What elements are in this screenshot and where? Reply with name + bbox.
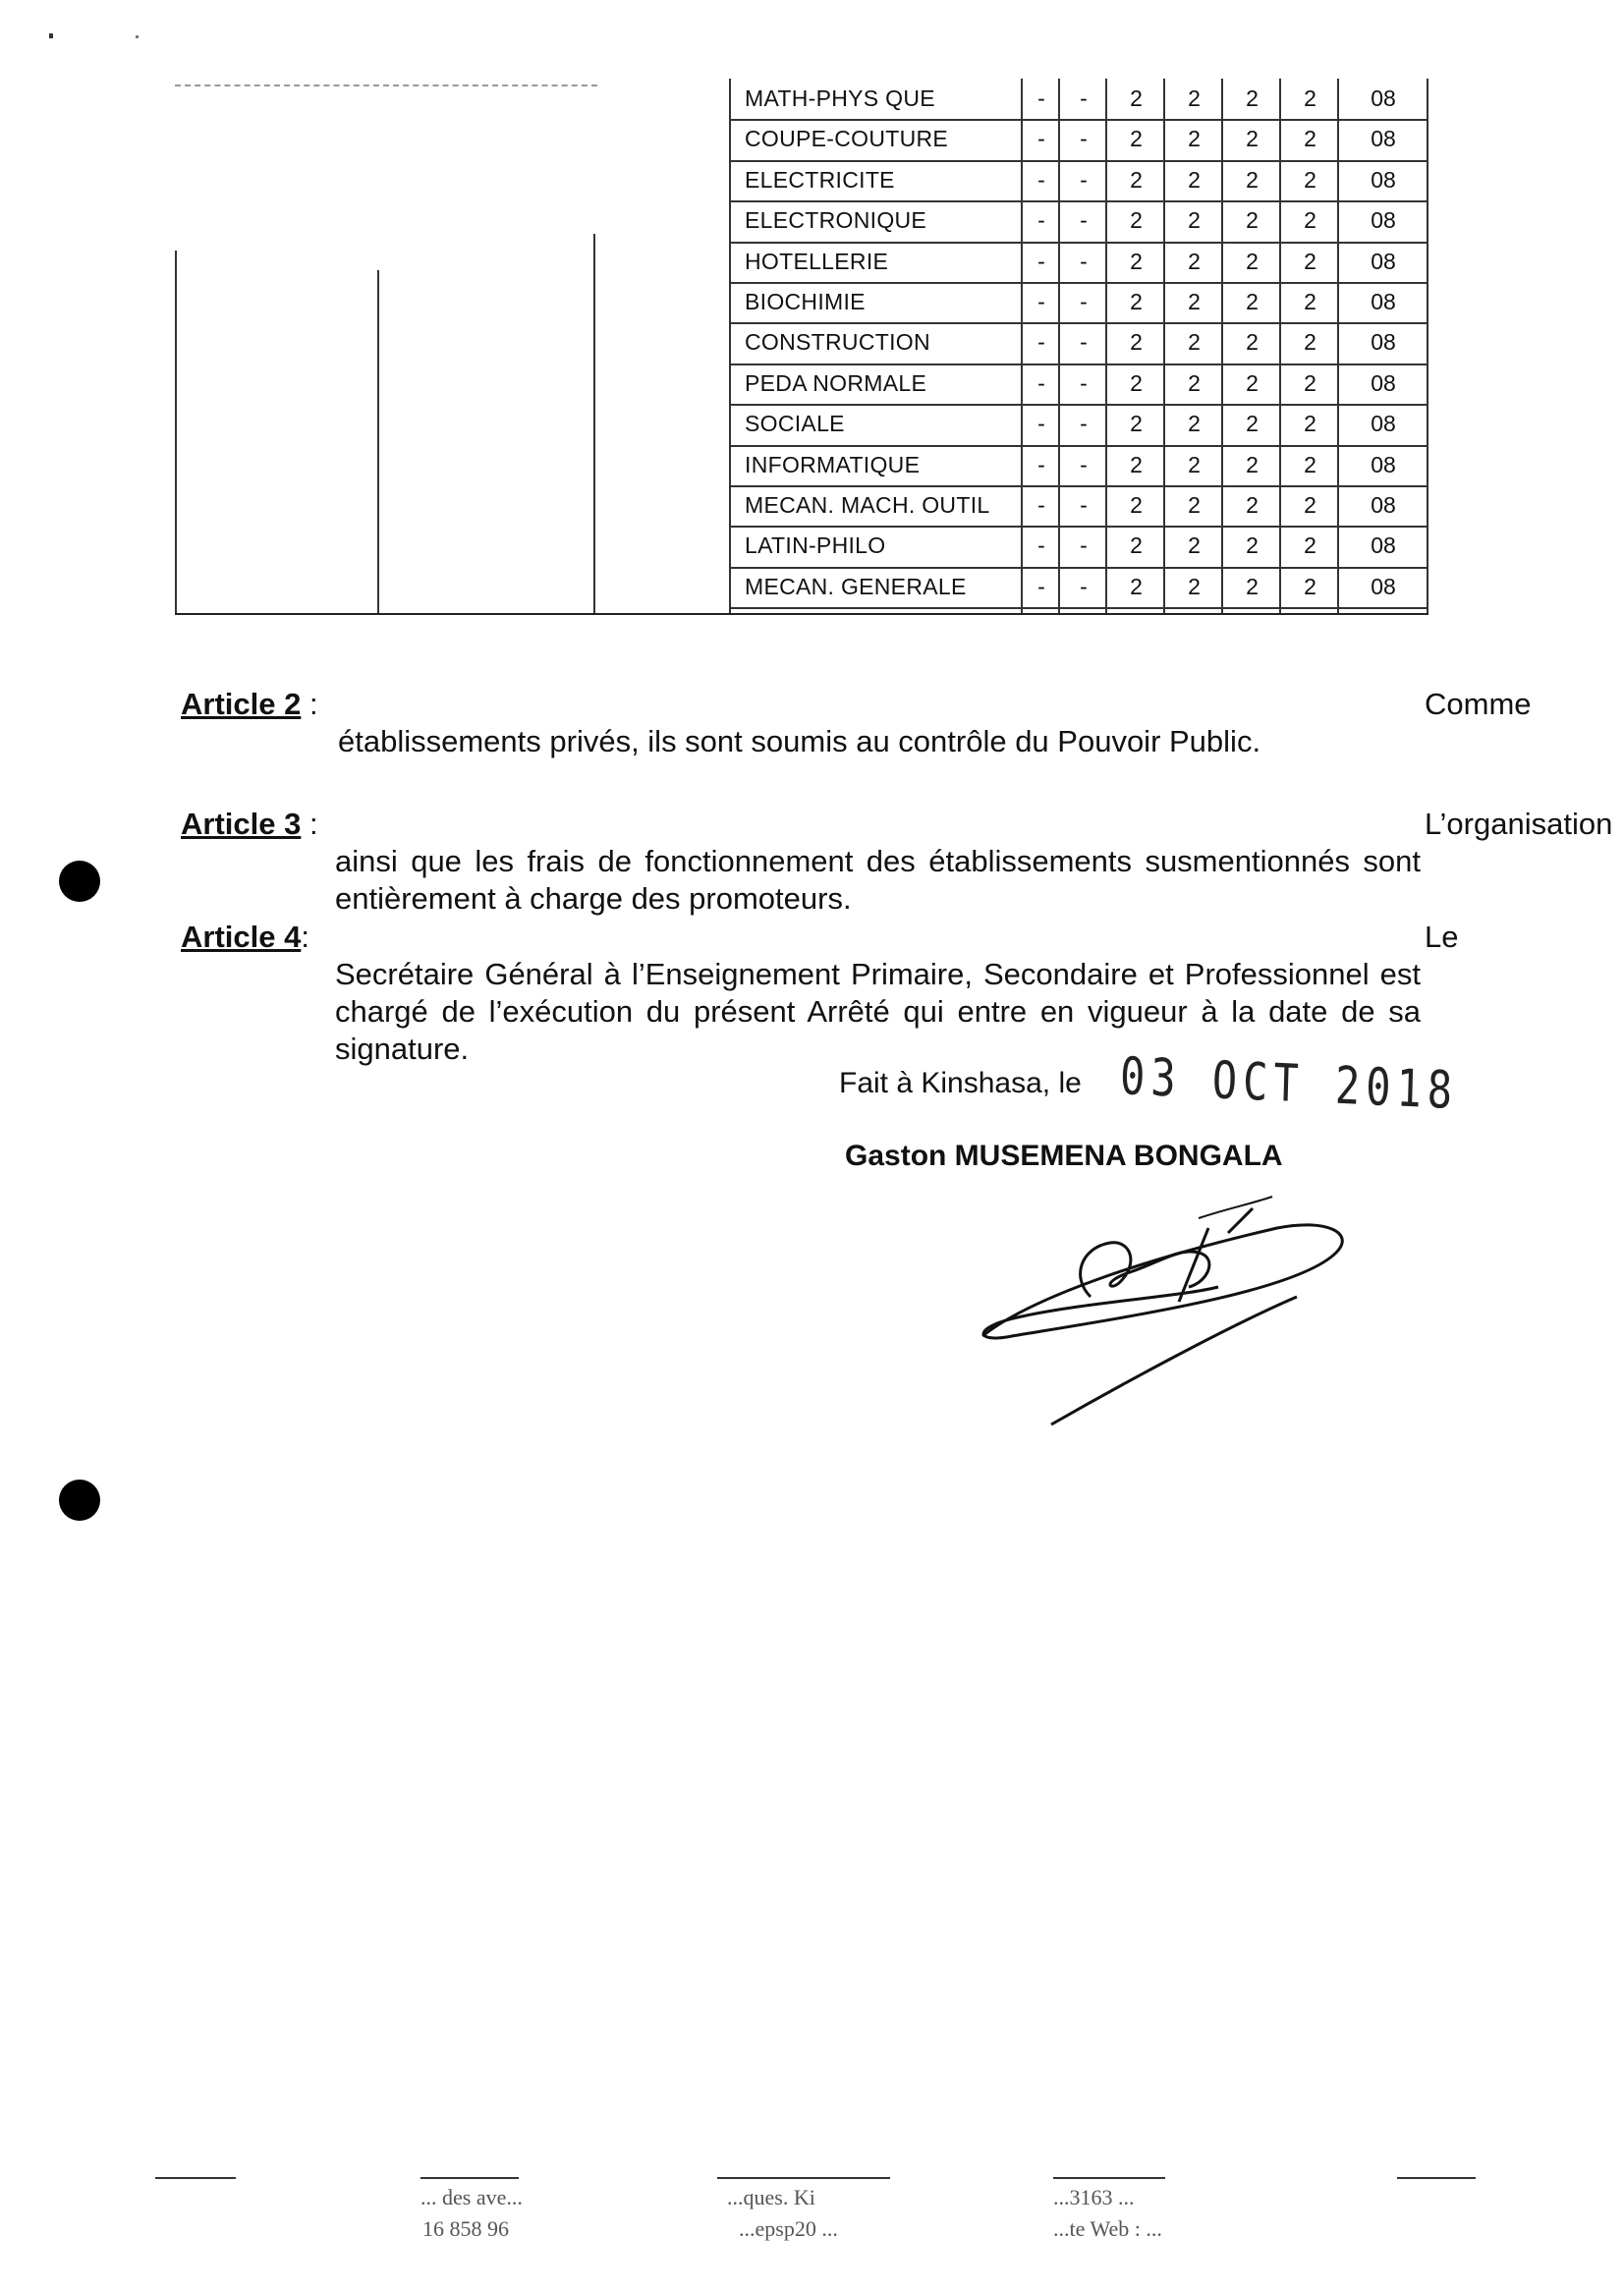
table-cell-c1: - (1037, 492, 1045, 518)
table-cell-c6: 2 (1304, 207, 1316, 234)
table-cell-c2: - (1080, 492, 1088, 518)
table-cell-c6: 2 (1304, 85, 1316, 111)
table-cell-c4: 2 (1188, 166, 1201, 193)
footer-rule (1053, 2177, 1165, 2179)
table-cell-c2: - (1080, 451, 1088, 477)
table-cell-total: 08 (1371, 248, 1396, 274)
table-cell-c3: 2 (1130, 289, 1143, 314)
table-cell-total: 08 (1371, 451, 1396, 477)
table-cell-c3: 2 (1130, 248, 1143, 274)
table-cell-c5: 2 (1246, 85, 1259, 111)
footer-phone-1: ...3163 ... (1053, 2185, 1135, 2209)
table-cell-c2: - (1080, 166, 1088, 193)
table-cell-c1: - (1037, 532, 1045, 559)
table-cell-c3: 2 (1130, 369, 1143, 396)
table-cell-c6: 2 (1304, 451, 1316, 477)
table-cell-c1: - (1037, 329, 1045, 356)
table-cell-total: 08 (1371, 573, 1396, 599)
table-cell-c4: 2 (1188, 248, 1201, 274)
table-cell-c4: 2 (1188, 411, 1201, 437)
table-cell-c2: - (1080, 207, 1088, 234)
table-cell-subject: ELECTRONIQUE (745, 207, 927, 234)
table-cell-total: 08 (1371, 492, 1396, 518)
table-cell-subject: INFORMATIQUE (745, 451, 921, 477)
table-cell-c4: 2 (1188, 532, 1201, 559)
article-separator: : (301, 687, 318, 721)
scan-mark (136, 35, 139, 38)
table-cell-subject: BIOCHIMIE (745, 289, 866, 314)
article-label: Article 3 (181, 807, 302, 841)
table-cell-c6: 2 (1304, 126, 1316, 152)
table-cell-c1: - (1037, 369, 1045, 396)
table-cell-c2: - (1080, 329, 1088, 356)
table-column-divider (593, 234, 595, 613)
table-cell-c3: 2 (1130, 85, 1143, 111)
table-cell-c4: 2 (1188, 126, 1201, 152)
table-cell-c3: 2 (1130, 329, 1143, 356)
table-border-left (175, 251, 177, 613)
table-cell-c1: - (1037, 451, 1045, 477)
table-cell-c1: - (1037, 166, 1045, 193)
table-cell-c2: - (1080, 573, 1088, 599)
table-cell-c5: 2 (1246, 248, 1259, 274)
article-label: Article 2 (181, 687, 302, 721)
table-cell-c4: 2 (1188, 573, 1201, 599)
article-separator: : (301, 920, 309, 954)
table-cell-total: 08 (1371, 207, 1396, 234)
table-cell-c2: - (1080, 289, 1088, 314)
footer-rule (155, 2177, 236, 2179)
footer-rule (717, 2177, 890, 2179)
footer-address-2: 16 858 96 (422, 2216, 509, 2241)
table-cell-c4: 2 (1188, 289, 1201, 314)
table-cell-subject: HOTELLERIE (745, 248, 889, 274)
table-cell-c1: - (1037, 207, 1045, 234)
punch-hole (59, 861, 100, 902)
table-cell-subject: SOCIALE (745, 411, 845, 437)
table-cell-total: 08 (1371, 369, 1396, 396)
table-cell-subject: MECAN. GENERALE (745, 573, 967, 599)
scan-mark (49, 33, 53, 38)
footer-rule (1397, 2177, 1476, 2179)
table-cell-c5: 2 (1246, 126, 1259, 152)
footer-address-1: ... des ave... (420, 2185, 523, 2209)
table-row-divider (729, 607, 1428, 609)
table-cell-subject: ELECTRICITE (745, 166, 895, 193)
article-separator: : (301, 807, 318, 841)
table-cell-total: 08 (1371, 329, 1396, 356)
table-cell-c4: 2 (1188, 369, 1201, 396)
table-cell-c1: - (1037, 573, 1045, 599)
table-cell-c3: 2 (1130, 573, 1143, 599)
article-2 (181, 686, 1532, 764)
table-cell-c1: - (1037, 126, 1045, 152)
article-text: Comme établissements privés, ils sont soumis au contrôle du Pouvoir Public. (338, 687, 1532, 758)
place-date-label: Fait à Kinshasa, le (839, 1067, 1082, 1099)
table-cell-c2: - (1080, 85, 1088, 111)
table-cell-c4: 2 (1188, 85, 1201, 111)
table-cell-c2: - (1080, 532, 1088, 559)
table-cell-c3: 2 (1130, 451, 1143, 477)
table-cell-c5: 2 (1246, 329, 1259, 356)
table-cell-c1: - (1037, 289, 1045, 314)
table-cell-subject: COUPE-COUTURE (745, 126, 949, 152)
table-cell-c1: - (1037, 248, 1045, 274)
table-cell-subject: PEDA NORMALE (745, 369, 927, 396)
table-cell-c3: 2 (1130, 166, 1143, 193)
table-cell-c4: 2 (1188, 492, 1201, 518)
table-cell-c6: 2 (1304, 329, 1316, 356)
article-text: L’organisation ainsi que les frais de fonctionnement des établissements susmentionnés sont entièrement à charge des promoteurs. (335, 807, 1613, 916)
table-cell-c5: 2 (1246, 411, 1259, 437)
footer-contact-1: ...ques. Ki (727, 2185, 815, 2209)
table-cell-c6: 2 (1304, 369, 1316, 396)
table-cell-total: 08 (1371, 166, 1396, 193)
table-cell-total: 08 (1371, 85, 1396, 111)
table-cell-c2: - (1080, 369, 1088, 396)
table-cell-c3: 2 (1130, 492, 1143, 518)
table-cell-c6: 2 (1304, 248, 1316, 274)
table-cell-total: 08 (1371, 532, 1396, 559)
punch-hole (59, 1480, 100, 1521)
table-cell-c6: 2 (1304, 166, 1316, 193)
table-cell-subject: LATIN-PHILO (745, 532, 886, 559)
date-stamp: 03 OCT 2018 (1119, 1045, 1459, 1121)
table-column-divider (729, 79, 731, 613)
footer-rule (420, 2177, 519, 2179)
table-cell-subject: MECAN. MACH. OUTIL (745, 492, 990, 518)
table-cell-c5: 2 (1246, 573, 1259, 599)
article-4 (181, 919, 1459, 1066)
table-cell-c5: 2 (1246, 492, 1259, 518)
table-cell-c3: 2 (1130, 532, 1143, 559)
article-3 (181, 806, 1613, 916)
table-cell-total: 08 (1371, 126, 1396, 152)
table-cell-c2: - (1080, 248, 1088, 274)
table-cell-c6: 2 (1304, 492, 1316, 518)
table-cell-c2: - (1080, 126, 1088, 152)
table-cell-c5: 2 (1246, 207, 1259, 234)
table-top-dashes (175, 84, 597, 86)
table-cell-c3: 2 (1130, 207, 1143, 234)
table-cell-total: 08 (1371, 411, 1396, 437)
table-cell-c5: 2 (1246, 289, 1259, 314)
table-cell-c2: - (1080, 411, 1088, 437)
table-cell-c6: 2 (1304, 532, 1316, 559)
table-cell-c6: 2 (1304, 289, 1316, 314)
table-cell-c4: 2 (1188, 329, 1201, 356)
table-cell-total: 08 (1371, 289, 1396, 314)
table-cell-c5: 2 (1246, 532, 1259, 559)
table-cell-c5: 2 (1246, 451, 1259, 477)
footer-contact-2: ...epsp20 ... (739, 2216, 838, 2241)
table-cell-c6: 2 (1304, 573, 1316, 599)
table-cell-c5: 2 (1246, 166, 1259, 193)
table-cell-c6: 2 (1304, 411, 1316, 437)
table-cell-subject: MATH-PHYS QUE (745, 85, 935, 111)
table-cell-c1: - (1037, 85, 1045, 111)
table-cell-c3: 2 (1130, 126, 1143, 152)
signature-image (973, 1189, 1366, 1434)
table-cell-c4: 2 (1188, 451, 1201, 477)
signer-name: Gaston MUSEMENA BONGALA (845, 1140, 1283, 1172)
table-column-divider (377, 270, 379, 613)
article-text: Le Secrétaire Général à l’Enseignement Primaire, Secondaire et Professionnel est chargé de l’exécution du présent Arrêté qui entre en vigueur à la date de sa signature. (335, 920, 1459, 1066)
table-cell-subject: CONSTRUCTION (745, 329, 930, 356)
table-cell-c5: 2 (1246, 369, 1259, 396)
table-cell-c3: 2 (1130, 411, 1143, 437)
article-label: Article 4 (181, 920, 302, 954)
footer-web-1: ...te Web : ... (1053, 2216, 1162, 2241)
table-cell-c1: - (1037, 411, 1045, 437)
table-cell-c4: 2 (1188, 207, 1201, 234)
